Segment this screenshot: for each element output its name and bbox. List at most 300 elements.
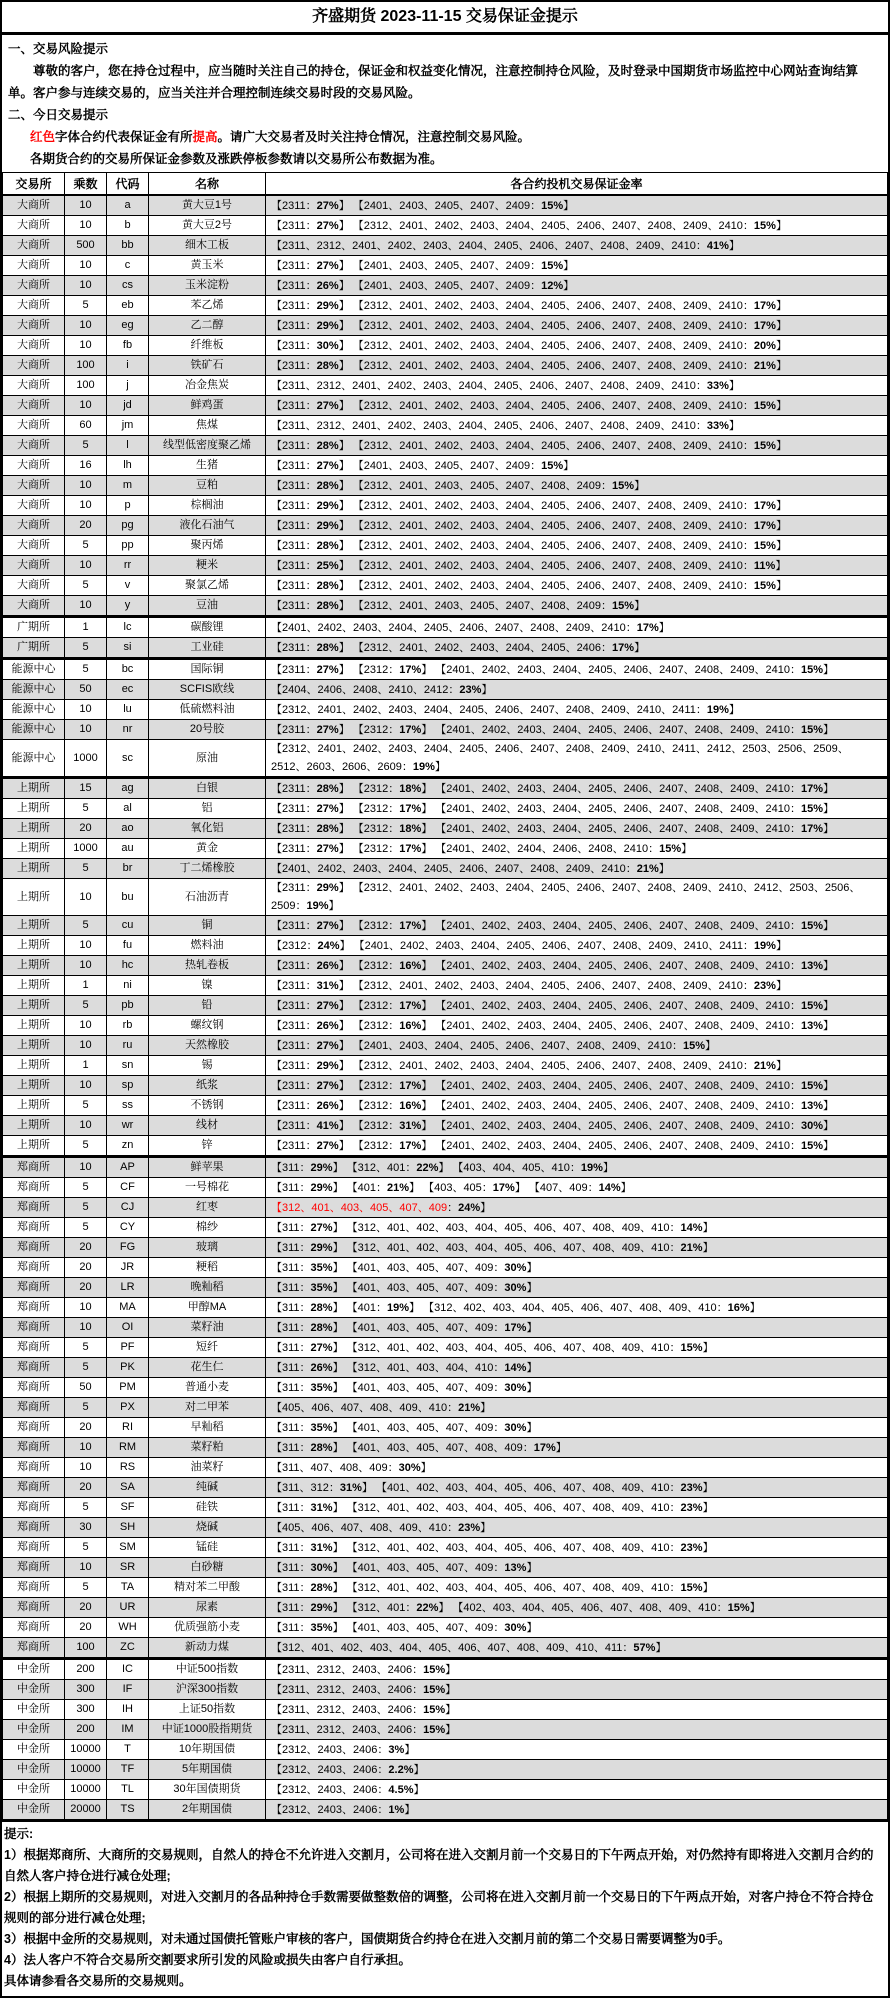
table-row <box>3 336 888 356</box>
code-cell: IM <box>107 1720 149 1740</box>
rate-cell: 【2311：27%】 【2401、2403、2405、2407、2409：15%】 <box>266 256 888 276</box>
multiplier-cell: 1000 <box>65 839 107 859</box>
notice-mid-text: 字体合约代表保证金有所 <box>55 130 193 144</box>
name-cell: 纤维板 <box>149 336 266 356</box>
multiplier-cell: 10000 <box>65 1740 107 1760</box>
table-row <box>3 936 888 956</box>
exchange-cell: 上期所 <box>3 956 65 976</box>
name-cell: 铝 <box>149 799 266 819</box>
exchange-cell: 郑商所 <box>3 1278 65 1298</box>
rate-cell: 【2311：27%】 【2401、2403、2404、2405、2406、2407、2408、2409、2410：15%】 <box>266 1036 888 1056</box>
name-cell: 低硫燃料油 <box>149 700 266 720</box>
table-row <box>3 720 888 740</box>
multiplier-cell: 10 <box>65 1458 107 1478</box>
risk-heading: 一、交易风险提示 <box>8 42 109 56</box>
exchange-cell: 大商所 <box>3 356 65 376</box>
multiplier-cell: 50 <box>65 1378 107 1398</box>
rate-cell: 【311：28%】 【312、401、402、403、404、405、406、407、408、409、410：15%】 <box>266 1578 888 1598</box>
rate-cell: 【2311：30%】 【2312、2401、2402、2403、2404、2405、2406、2407、2408、2409、2410：20%】 <box>266 336 888 356</box>
table-row <box>3 1478 888 1498</box>
code-cell: sn <box>107 1056 149 1076</box>
rate-cell: 【2311：27%】 【2312：17%】 【2401、2402、2403、2404、2405、2406、2407、2408、2409、2410：15%】 <box>266 799 888 819</box>
table-row <box>3 1638 888 1659</box>
code-cell: PK <box>107 1358 149 1378</box>
exchange-cell: 上期所 <box>3 1096 65 1116</box>
multiplier-cell: 20 <box>65 1278 107 1298</box>
code-cell: UR <box>107 1598 149 1618</box>
exchange-cell: 中金所 <box>3 1700 65 1720</box>
multiplier-cell: 5 <box>65 1398 107 1418</box>
multiplier-cell: 200 <box>65 1659 107 1680</box>
code-cell: AP <box>107 1157 149 1178</box>
multiplier-cell: 5 <box>65 576 107 596</box>
rate-cell: 【2311：29%】 【2312、2401、2402、2403、2404、2405、2406、2407、2408、2409、2410、2412、2503、2506、2509：19%】 <box>266 879 888 916</box>
margin-table <box>2 172 888 1820</box>
code-cell: RI <box>107 1418 149 1438</box>
exchange-cell: 上期所 <box>3 1016 65 1036</box>
code-cell: WH <box>107 1618 149 1638</box>
code-cell: TF <box>107 1760 149 1780</box>
name-cell: 锌 <box>149 1136 266 1157</box>
exchange-cell: 中金所 <box>3 1740 65 1760</box>
name-cell: 菜籽油 <box>149 1318 266 1338</box>
multiplier-cell: 10 <box>65 596 107 617</box>
name-cell: 2年期国债 <box>149 1800 266 1820</box>
multiplier-cell: 10 <box>65 256 107 276</box>
code-cell: fu <box>107 936 149 956</box>
rate-cell: 【311：35%】 【401、403、405、407、409：30%】 <box>266 1258 888 1278</box>
rate-cell: 【2311：27%】 【2312：17%】 【2401、2402、2403、2404、2405、2406、2407、2408、2409、2410：15%】 <box>266 1076 888 1096</box>
code-cell: pg <box>107 516 149 536</box>
rate-cell: 【2311：27%】 【2401、2403、2405、2407、2409：15%】 <box>266 195 888 216</box>
name-cell: 一号棉花 <box>149 1178 266 1198</box>
multiplier-cell: 1 <box>65 617 107 638</box>
code-cell: b <box>107 216 149 236</box>
exchange-cell: 郑商所 <box>3 1318 65 1338</box>
multiplier-cell: 10 <box>65 336 107 356</box>
code-cell: nr <box>107 720 149 740</box>
notice-tail-text: 。请广大交易者及时关注持仓情况，注意控制交易风险。 <box>217 130 531 144</box>
name-cell: 液化石油气 <box>149 516 266 536</box>
name-cell: 棕榈油 <box>149 496 266 516</box>
rate-cell: 【311、312：31%】 【401、402、403、404、405、406、407、408、409、410：23%】 <box>266 1478 888 1498</box>
name-cell: 螺纹钢 <box>149 1016 266 1036</box>
code-cell: jm <box>107 416 149 436</box>
rate-cell: 【2311：27%】 【2312：17%】 【2401、2402、2403、2404、2405、2406、2407、2408、2409、2410：15%】 <box>266 720 888 740</box>
multiplier-cell: 10 <box>65 556 107 576</box>
rate-cell: 【2311：29%】 【2312、2401、2402、2403、2404、2405、2406、2407、2408、2409、2410：17%】 <box>266 496 888 516</box>
table-header-row <box>3 173 888 196</box>
risk-body: 尊敬的客户，您在持仓过程中，应当随时关注自己的持仓，保证金和权益变化情况，注意控制持仓风险，及时登录中国期货市场监控中心网站查询结算单。客户参与连续交易的，应当关注并合理控制连续交易时段的交易风险。 <box>8 64 859 100</box>
exchange-cell: 郑商所 <box>3 1258 65 1278</box>
code-cell: bb <box>107 236 149 256</box>
multiplier-cell: 20 <box>65 1618 107 1638</box>
table-row <box>3 1157 888 1178</box>
rate-cell: 【311：29%】 【312、401：22%】 【403、404、405、410：19%】 <box>266 1157 888 1178</box>
name-cell: 纸浆 <box>149 1076 266 1096</box>
table-row <box>3 1418 888 1438</box>
name-cell: 生猪 <box>149 456 266 476</box>
name-cell: 不锈钢 <box>149 1096 266 1116</box>
code-cell: c <box>107 256 149 276</box>
exchange-cell: 上期所 <box>3 936 65 956</box>
exchange-cell: 上期所 <box>3 1076 65 1096</box>
table-row <box>3 680 888 700</box>
rate-cell: 【2311：31%】 【2312、2401、2402、2403、2404、2405、2406、2407、2408、2409、2410：23%】 <box>266 976 888 996</box>
notice-line2: 各期货合约的交易所保证金参数及涨跌停板参数请以交易所公布数据为准。 <box>30 152 443 166</box>
multiplier-cell: 5 <box>65 1136 107 1157</box>
table-row <box>3 296 888 316</box>
multiplier-cell: 10 <box>65 1036 107 1056</box>
table-row <box>3 859 888 879</box>
code-cell: T <box>107 1740 149 1760</box>
multiplier-cell: 10 <box>65 216 107 236</box>
name-cell: 丁二烯橡胶 <box>149 859 266 879</box>
table-row <box>3 1800 888 1820</box>
footer-note: 2）根据上期所的交易规则，对进入交割月的各品种持仓手数需要做整数倍的调整，公司将在进入交割月前一个交易日的下午两点开始，对客户持仓不符合持仓规则的部分进行减仓处理; <box>4 1890 874 1925</box>
rate-cell: 【2311：28%】 【2312、2401、2402、2403、2404、2405、2406、2407、2408、2409、2410：15%】 <box>266 576 888 596</box>
multiplier-cell: 1000 <box>65 740 107 778</box>
table-row <box>3 556 888 576</box>
rate-cell: 【311：27%】 【312、401、402、403、404、405、406、407、408、409、410：14%】 <box>266 1218 888 1238</box>
exchange-cell: 大商所 <box>3 276 65 296</box>
table-row <box>3 1659 888 1680</box>
table-row <box>3 1076 888 1096</box>
name-cell: 晚籼稻 <box>149 1278 266 1298</box>
rate-cell: 【311：28%】 【401：19%】 【312、402、403、404、405、406、407、408、409、410：16%】 <box>266 1298 888 1318</box>
name-cell: 棉纱 <box>149 1218 266 1238</box>
multiplier-cell: 16 <box>65 456 107 476</box>
rate-cell: 【311：27%】 【312、401、402、403、404、405、406、407、408、409、410：15%】 <box>266 1338 888 1358</box>
exchange-cell: 上期所 <box>3 1136 65 1157</box>
name-cell: 铜 <box>149 916 266 936</box>
table-row <box>3 396 888 416</box>
code-cell: si <box>107 638 149 659</box>
name-cell: 5年期国债 <box>149 1760 266 1780</box>
exchange-cell: 能源中心 <box>3 659 65 680</box>
table-row <box>3 1618 888 1638</box>
rate-cell: 【2311：28%】 【2312：18%】 【2401、2402、2403、2404、2405、2406、2407、2408、2409、2410：17%】 <box>266 819 888 839</box>
exchange-cell: 郑商所 <box>3 1418 65 1438</box>
rate-cell: 【2311、2312、2403、2406：15%】 <box>266 1659 888 1680</box>
code-cell: y <box>107 596 149 617</box>
name-cell: 燃料油 <box>149 936 266 956</box>
table-row <box>3 1338 888 1358</box>
exchange-cell: 郑商所 <box>3 1198 65 1218</box>
code-cell: FG <box>107 1238 149 1258</box>
multiplier-cell: 20 <box>65 1478 107 1498</box>
rate-cell: 【405、406、407、408、409、410：21%】 <box>266 1398 888 1418</box>
multiplier-cell: 10 <box>65 956 107 976</box>
name-cell: 烧碱 <box>149 1518 266 1538</box>
code-cell: p <box>107 496 149 516</box>
code-cell: IH <box>107 1700 149 1720</box>
code-cell: jd <box>107 396 149 416</box>
multiplier-cell: 10 <box>65 1318 107 1338</box>
table-row <box>3 1578 888 1598</box>
exchange-cell: 上期所 <box>3 996 65 1016</box>
table-row <box>3 195 888 216</box>
table-row <box>3 1538 888 1558</box>
name-cell: SCFIS欧线 <box>149 680 266 700</box>
table-row <box>3 778 888 799</box>
rate-cell: 【311、407、408、409：30%】 <box>266 1458 888 1478</box>
multiplier-cell: 300 <box>65 1680 107 1700</box>
name-cell: 中证500指数 <box>149 1659 266 1680</box>
rate-cell: 【2311：27%】 【2312：17%】 【2401、2402、2403、2404、2405、2406、2407、2408、2409、2410：15%】 <box>266 659 888 680</box>
code-cell: ag <box>107 778 149 799</box>
table-row <box>3 1318 888 1338</box>
table-row <box>3 516 888 536</box>
name-cell: 锡 <box>149 1056 266 1076</box>
name-cell: 铁矿石 <box>149 356 266 376</box>
exchange-cell: 上期所 <box>3 799 65 819</box>
table-row <box>3 376 888 396</box>
multiplier-cell: 10000 <box>65 1760 107 1780</box>
name-cell: 油菜籽 <box>149 1458 266 1478</box>
exchange-cell: 大商所 <box>3 195 65 216</box>
rate-cell: 【2311：26%】 【2312：16%】 【2401、2402、2403、2404、2405、2406、2407、2408、2409、2410：13%】 <box>266 1016 888 1036</box>
multiplier-cell: 20 <box>65 819 107 839</box>
name-cell: 早籼稻 <box>149 1418 266 1438</box>
exchange-cell: 郑商所 <box>3 1478 65 1498</box>
exchange-cell: 上期所 <box>3 1036 65 1056</box>
rate-cell: 【2311：25%】 【2312、2401、2402、2403、2404、2405、2406、2407、2408、2409、2410：11%】 <box>266 556 888 576</box>
table-row <box>3 1298 888 1318</box>
name-cell: 20号胶 <box>149 720 266 740</box>
multiplier-cell: 10 <box>65 1076 107 1096</box>
multiplier-cell: 300 <box>65 1700 107 1720</box>
table-row <box>3 819 888 839</box>
rate-cell: 【2311：27%】 【2312：17%】 【2401、2402、2403、2404、2405、2406、2407、2408、2409、2410：15%】 <box>266 916 888 936</box>
name-cell: 锰硅 <box>149 1538 266 1558</box>
exchange-cell: 郑商所 <box>3 1238 65 1258</box>
table-row <box>3 1238 888 1258</box>
multiplier-cell: 1 <box>65 1056 107 1076</box>
code-cell: rr <box>107 556 149 576</box>
table-row <box>3 1438 888 1458</box>
code-cell: ZC <box>107 1638 149 1659</box>
multiplier-cell: 5 <box>65 916 107 936</box>
name-cell: 硅铁 <box>149 1498 266 1518</box>
name-cell: 普通小麦 <box>149 1378 266 1398</box>
name-cell: 玉米淀粉 <box>149 276 266 296</box>
name-cell: 新动力煤 <box>149 1638 266 1659</box>
multiplier-cell: 1 <box>65 976 107 996</box>
multiplier-cell: 200 <box>65 1720 107 1740</box>
exchange-cell: 大商所 <box>3 556 65 576</box>
name-cell: 精对苯二甲酸 <box>149 1578 266 1598</box>
exchange-cell: 能源中心 <box>3 680 65 700</box>
rate-cell: 【311：29%】 【312、401、402、403、404、405、406、407、408、409、410：21%】 <box>266 1238 888 1258</box>
exchange-cell: 郑商所 <box>3 1598 65 1618</box>
rate-cell: 【2311：27%】 【2312、2401、2402、2403、2404、2405、2406、2407、2408、2409、2410：15%】 <box>266 396 888 416</box>
name-cell: 白银 <box>149 778 266 799</box>
code-cell: IF <box>107 1680 149 1700</box>
rate-cell: 【2311、2312、2401、2402、2403、2404、2405、2406、2407、2408、2409、2410：33%】 <box>266 416 888 436</box>
table-row <box>3 839 888 859</box>
exchange-cell: 上期所 <box>3 976 65 996</box>
exchange-cell: 郑商所 <box>3 1178 65 1198</box>
table-row <box>3 1398 888 1418</box>
rate-cell: 【2312、2401、2402、2403、2404、2405、2406、2407、2408、2409、2410、2411、2412、2503、2506、2509、2512、2603、2606、2609：19%】 <box>266 740 888 778</box>
name-cell: 工业硅 <box>149 638 266 659</box>
rate-cell: 【312、401、402、403、404、405、406、407、408、409、410、411：57%】 <box>266 1638 888 1659</box>
table-row <box>3 236 888 256</box>
name-cell: 沪深300指数 <box>149 1680 266 1700</box>
multiplier-cell: 100 <box>65 1638 107 1659</box>
code-cell: SH <box>107 1518 149 1538</box>
exchange-cell: 上期所 <box>3 1056 65 1076</box>
rate-cell: 【2312、2403、2406：1%】 <box>266 1800 888 1820</box>
rate-cell: 【2311：28%】 【2312、2401、2402、2403、2404、2405、2406、2407、2408、2409、2410：21%】 <box>266 356 888 376</box>
table-row <box>3 1258 888 1278</box>
table-row <box>3 976 888 996</box>
name-cell: 豆油 <box>149 596 266 617</box>
col-header-exchange: 交易所 <box>3 173 65 196</box>
exchange-cell: 大商所 <box>3 296 65 316</box>
rate-cell: 【2311：26%】 【2312：16%】 【2401、2402、2403、2404、2405、2406、2407、2408、2409、2410：13%】 <box>266 1096 888 1116</box>
table-row <box>3 1558 888 1578</box>
rate-cell: 【311：28%】 【401、403、405、407、409：17%】 <box>266 1318 888 1338</box>
code-cell: RS <box>107 1458 149 1478</box>
rate-cell: 【2311：29%】 【2312、2401、2402、2403、2404、2405、2406、2407、2408、2409、2410：17%】 <box>266 296 888 316</box>
table-row <box>3 1378 888 1398</box>
name-cell: 细木工板 <box>149 236 266 256</box>
code-cell: rb <box>107 1016 149 1036</box>
table-row <box>3 638 888 659</box>
code-cell: MA <box>107 1298 149 1318</box>
rate-cell: 【2311：27%】 【2312、2401、2402、2403、2404、2405、2406、2407、2408、2409、2410：15%】 <box>266 216 888 236</box>
rate-cell: 【311：35%】 【401、403、405、407、409：30%】 <box>266 1278 888 1298</box>
rate-cell: 【311：31%】 【312、401、402、403、404、405、406、407、408、409、410：23%】 <box>266 1498 888 1518</box>
multiplier-cell: 5 <box>65 799 107 819</box>
name-cell: 尿素 <box>149 1598 266 1618</box>
multiplier-cell: 5 <box>65 1338 107 1358</box>
exchange-cell: 大商所 <box>3 436 65 456</box>
table-row <box>3 1700 888 1720</box>
name-cell: 聚氯乙烯 <box>149 576 266 596</box>
table-row <box>3 740 888 778</box>
multiplier-cell: 5 <box>65 1198 107 1218</box>
name-cell: 白砂糖 <box>149 1558 266 1578</box>
exchange-cell: 大商所 <box>3 316 65 336</box>
rate-cell: 【311：35%】 【401、403、405、407、409：30%】 <box>266 1418 888 1438</box>
rate-cell: 【2311：28%】 【2312、2401、2402、2403、2404、2405、2406、2407、2408、2409、2410：15%】 <box>266 436 888 456</box>
rate-cell: 【2311：28%】 【2312、2401、2403、2405、2407、2408、2409：15%】 <box>266 596 888 617</box>
code-cell: br <box>107 859 149 879</box>
code-cell: j <box>107 376 149 396</box>
multiplier-cell: 10 <box>65 195 107 216</box>
multiplier-cell: 5 <box>65 1178 107 1198</box>
exchange-cell: 郑商所 <box>3 1358 65 1378</box>
multiplier-cell: 5 <box>65 659 107 680</box>
table-row <box>3 1598 888 1618</box>
exchange-cell: 上期所 <box>3 916 65 936</box>
exchange-cell: 大商所 <box>3 236 65 256</box>
multiplier-cell: 100 <box>65 376 107 396</box>
col-header-multiplier: 乘数 <box>65 173 107 196</box>
col-header-rates: 各合约投机交易保证金率 <box>266 173 888 196</box>
rate-cell: 【2311：28%】 【2312、2401、2403、2405、2407、2408、2409：15%】 <box>266 476 888 496</box>
name-cell: 线型低密度聚乙烯 <box>149 436 266 456</box>
table-row <box>3 1056 888 1076</box>
exchange-cell: 郑商所 <box>3 1398 65 1418</box>
name-cell: 焦煤 <box>149 416 266 436</box>
multiplier-cell: 5 <box>65 1218 107 1238</box>
code-cell: cu <box>107 916 149 936</box>
table-row <box>3 996 888 1016</box>
name-cell: 花生仁 <box>149 1358 266 1378</box>
name-cell: 红枣 <box>149 1198 266 1218</box>
rate-cell: 【2312：24%】 【2401、2402、2403、2404、2405、2406、2407、2408、2409、2410、2411：19%】 <box>266 936 888 956</box>
multiplier-cell: 5 <box>65 1498 107 1518</box>
rate-cell: 【2311、2312、2403、2406：15%】 <box>266 1680 888 1700</box>
code-cell: SR <box>107 1558 149 1578</box>
intro-section <box>2 35 888 172</box>
code-cell: cs <box>107 276 149 296</box>
exchange-cell: 大商所 <box>3 516 65 536</box>
rate-cell: 【2401、2402、2403、2404、2405、2406、2407、2408、2409、2410：17%】 <box>266 617 888 638</box>
footer-heading: 提示: <box>4 1827 34 1841</box>
name-cell: 短纤 <box>149 1338 266 1358</box>
footer-note: 1）根据郑商所、大商所的交易规则，自然人的持仓不允许进入交割月，公司将在进入交割月前一个交易日的下午两点开始，对仍然持有即将进入交割月合约的自然人客户持仓进行减仓处理; <box>4 1848 874 1883</box>
name-cell: 氧化铝 <box>149 819 266 839</box>
rate-cell: 【312、401、403、405、407、409：24%】 <box>266 1198 888 1218</box>
multiplier-cell: 10 <box>65 496 107 516</box>
exchange-cell: 能源中心 <box>3 700 65 720</box>
exchange-cell: 上期所 <box>3 879 65 916</box>
table-row <box>3 1136 888 1157</box>
code-cell: m <box>107 476 149 496</box>
rate-cell: 【2311、2312、2401、2402、2403、2404、2405、2406、2407、2408、2409、2410：33%】 <box>266 376 888 396</box>
exchange-cell: 郑商所 <box>3 1438 65 1458</box>
exchange-cell: 大商所 <box>3 536 65 556</box>
code-cell: TL <box>107 1780 149 1800</box>
multiplier-cell: 10 <box>65 1157 107 1178</box>
multiplier-cell: 20 <box>65 1598 107 1618</box>
footer-note: 3）根据中金所的交易规则，对未通过国债托管账户审核的客户，国债期货合约持仓在进入交割月前的第二个交易日需要调整为0手。 <box>4 1932 731 1946</box>
exchange-cell: 上期所 <box>3 859 65 879</box>
multiplier-cell: 5 <box>65 859 107 879</box>
multiplier-cell: 15 <box>65 778 107 799</box>
rate-cell: 【311：28%】 【401、403、405、407、408、409：17%】 <box>266 1438 888 1458</box>
exchange-cell: 郑商所 <box>3 1538 65 1558</box>
code-cell: bc <box>107 659 149 680</box>
table-row <box>3 1198 888 1218</box>
rate-cell: 【2311：26%】 【2312：16%】 【2401、2402、2403、2404、2405、2406、2407、2408、2409、2410：13%】 <box>266 956 888 976</box>
name-cell: 玻璃 <box>149 1238 266 1258</box>
name-cell: 乙二醇 <box>149 316 266 336</box>
code-cell: v <box>107 576 149 596</box>
footer-notes <box>2 1820 888 1996</box>
exchange-cell: 郑商所 <box>3 1218 65 1238</box>
exchange-cell: 郑商所 <box>3 1638 65 1659</box>
rate-cell: 【2311：28%】 【2312、2401、2402、2403、2404、2405、2406：17%】 <box>266 638 888 659</box>
code-cell: ss <box>107 1096 149 1116</box>
exchange-cell: 大商所 <box>3 396 65 416</box>
multiplier-cell: 5 <box>65 638 107 659</box>
name-cell: 苯乙烯 <box>149 296 266 316</box>
name-cell: 聚丙烯 <box>149 536 266 556</box>
name-cell: 粳米 <box>149 556 266 576</box>
table-row <box>3 276 888 296</box>
table-row <box>3 416 888 436</box>
code-cell: i <box>107 356 149 376</box>
multiplier-cell: 10 <box>65 1016 107 1036</box>
table-row <box>3 659 888 680</box>
table-row <box>3 576 888 596</box>
